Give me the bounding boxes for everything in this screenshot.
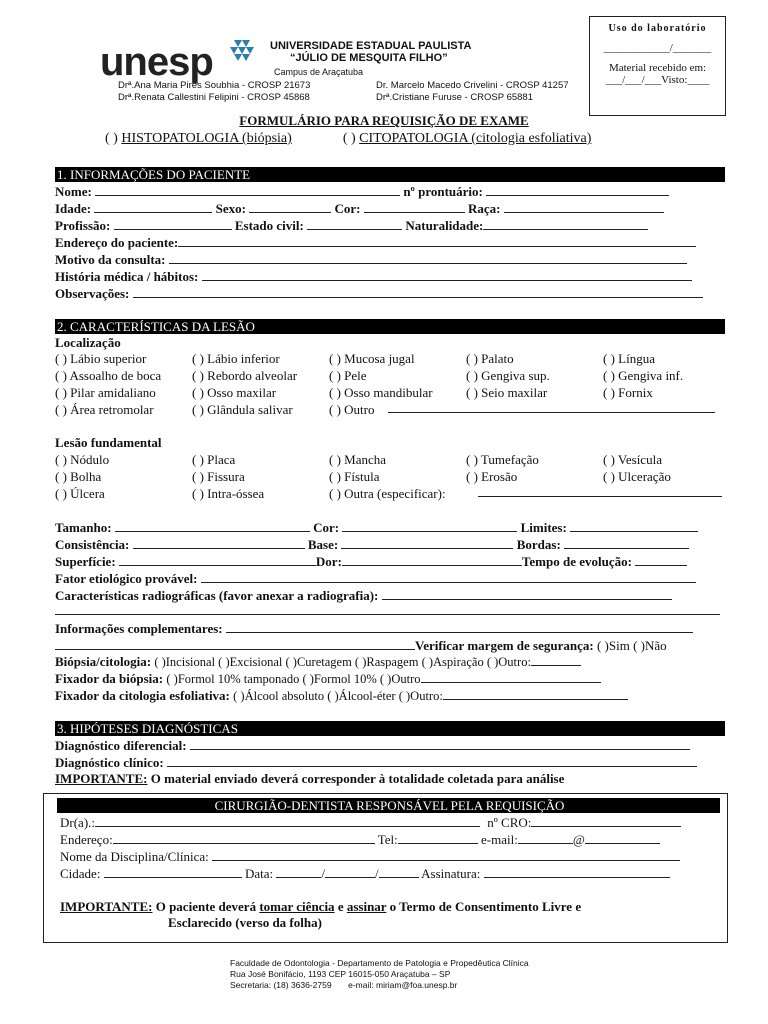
- naturalidade-field[interactable]: [483, 219, 648, 230]
- tel-field[interactable]: [398, 833, 478, 844]
- tempo-label: Tempo de evolução:: [521, 554, 632, 569]
- assinatura-field[interactable]: [484, 867, 670, 878]
- lesao-outra-field[interactable]: [478, 486, 722, 497]
- fixador-biopsia-label: Fixador da biópsia:: [55, 671, 164, 686]
- importante2-text: e: [337, 899, 344, 914]
- lesao-option[interactable]: ( ) Outra (especificar):: [329, 486, 446, 501]
- dentist-header: CIRURGIÃO-DENTISTA RESPONSÁVEL PELA REQUISIÇÃO: [57, 798, 720, 813]
- consistencia-label: Consistência:: [55, 537, 130, 552]
- row-margem: [55, 638, 667, 654]
- row-consistencia: [55, 537, 689, 553]
- importante2-text: O paciente deverá: [155, 899, 257, 914]
- lesao-option[interactable]: ( ) Fissura: [192, 469, 245, 484]
- university-subtitle: “JÚLIO DE MESQUITA FILHO”: [290, 52, 448, 64]
- footer-line2: Rua José Bonifácio, 1193 CEP 16015-050 Araçatuba – SP: [230, 969, 451, 979]
- row-fator: [55, 571, 696, 587]
- dor-label: Dor:: [315, 554, 342, 569]
- section2-header: 2. CARACTERÍSTICAS DA LESÃO: [55, 319, 725, 334]
- loc-option[interactable]: ( ) Gengiva inf.: [603, 368, 684, 383]
- naturalidade-label: Naturalidade:: [405, 218, 484, 233]
- histo-label: HISTOPATOLOGIA (biópsia): [121, 131, 292, 146]
- importante-label: IMPORTANTE:: [55, 771, 148, 786]
- email-label: e-mail:: [481, 832, 518, 847]
- row-biopsia: [55, 654, 581, 670]
- doctors-right: [376, 80, 569, 104]
- data-year-field[interactable]: [379, 867, 419, 878]
- cidade-field[interactable]: [104, 867, 242, 878]
- loc-option[interactable]: ( ) Pilar amidaliano: [55, 385, 156, 400]
- biopsia-options[interactable]: ( )Incisional ( )Excisional ( )Curetagem ( )Raspagem ( )Aspiração ( )Outro:: [154, 655, 531, 669]
- base-field[interactable]: [341, 538, 513, 549]
- fixador-citologia-label: Fixador da citologia esfoliativa:: [55, 688, 230, 703]
- motivo-field[interactable]: [169, 253, 687, 264]
- fixador-biopsia-options[interactable]: ( )Formol 10% tamponado ( )Formol 10% ( )Outro: [166, 672, 421, 686]
- dr-field[interactable]: [95, 816, 480, 827]
- doctor-line: Drª.Ana Maria Pires Soubhia - CROSP 21673: [118, 80, 311, 91]
- loc-option[interactable]: ( ) Área retromolar: [55, 402, 154, 417]
- endereco-label: Endereço do paciente:: [55, 235, 179, 250]
- superficie-field[interactable]: [119, 555, 316, 566]
- localizacao-label: Localização: [55, 335, 121, 350]
- row-idade: [55, 201, 664, 217]
- complementares-label: Informações complementares:: [55, 621, 223, 636]
- bordas-field[interactable]: [564, 538, 689, 549]
- data-label: Data:: [244, 866, 274, 881]
- biopsia-outro-field[interactable]: [531, 655, 581, 666]
- loc-option[interactable]: ( ) Mucosa jugal: [329, 351, 415, 366]
- lesao-option[interactable]: ( ) Placa: [192, 452, 236, 467]
- raca-field[interactable]: [504, 202, 664, 213]
- tamanho-label: Tamanho:: [55, 520, 112, 535]
- row-dr: [60, 815, 681, 831]
- cidade-label: Cidade:: [60, 866, 101, 881]
- cro-field[interactable]: [531, 816, 681, 827]
- profissao-label: Profissão:: [55, 218, 111, 233]
- row-disciplina: [60, 849, 680, 865]
- idade-label: Idade:: [55, 201, 92, 216]
- unesp-logo: unesp: [100, 40, 213, 84]
- endereco-dentist-field[interactable]: [113, 833, 375, 844]
- prontuario-field[interactable]: [486, 185, 669, 196]
- loc-option[interactable]: ( ) Pele: [329, 368, 367, 383]
- row-superficie: [55, 554, 687, 570]
- complementares-field-line2[interactable]: [55, 639, 415, 650]
- cor-lesao-label: Cor:: [313, 520, 340, 535]
- limites-field[interactable]: [570, 521, 698, 532]
- row-cidade: Cidade: Data: / / Assinatura:: [60, 866, 670, 882]
- row-profissao: [55, 218, 648, 234]
- raca-label: Raça:: [467, 201, 501, 216]
- importante2-line2: Esclarecido (verso da folha): [168, 915, 322, 930]
- form-title: [0, 113, 768, 129]
- fator-field[interactable]: [201, 572, 696, 583]
- cor-lesao-field[interactable]: [342, 521, 517, 532]
- loc-option[interactable]: ( ) Lábio superior: [55, 351, 147, 366]
- dor-field[interactable]: [342, 555, 522, 566]
- row-diferencial: [55, 738, 690, 754]
- row-tamanho: [55, 520, 698, 536]
- nome-field[interactable]: [95, 185, 400, 196]
- loc-option[interactable]: ( ) Palato: [466, 351, 514, 366]
- complementares-field[interactable]: [226, 622, 693, 633]
- loc-outro-field[interactable]: [388, 402, 715, 413]
- lesao-label: Lesão fundamental: [55, 435, 162, 450]
- cro-label: nº CRO:: [487, 815, 532, 830]
- dr-label: Dr(a).:: [60, 815, 96, 830]
- lesao-option[interactable]: ( ) Erosão: [466, 469, 518, 484]
- estado-civil-label: Estado civil:: [234, 218, 304, 233]
- loc-option[interactable]: ( ) Gengiva sup.: [466, 368, 550, 383]
- margem-options[interactable]: ( )Sim ( )Não: [596, 638, 667, 653]
- radio-label: Características radiográficas (favor anexar a radiografia):: [55, 588, 379, 603]
- cor-field[interactable]: [364, 202, 465, 213]
- cito-checkbox[interactable]: ( ): [342, 131, 356, 146]
- lesao-option[interactable]: ( ) Intra-óssea: [192, 486, 265, 501]
- section1-header: 1. INFORMAÇÕES DO PACIENTE: [55, 167, 725, 182]
- lesao-option[interactable]: ( ) Fístula: [329, 469, 380, 484]
- sexo-field[interactable]: [249, 202, 331, 213]
- university-title: UNIVERSIDADE ESTADUAL PAULISTA: [270, 40, 472, 52]
- doctor-line: Dr. Marcelo Macedo Crivelini - CROSP 41257: [376, 80, 569, 91]
- diferencial-label: Diagnóstico diferencial:: [55, 738, 187, 753]
- endereco-field[interactable]: [178, 236, 696, 247]
- row-observacoes: [55, 286, 703, 302]
- disciplina-field[interactable]: [212, 850, 680, 861]
- data-month-field[interactable]: [325, 867, 375, 878]
- historia-field[interactable]: [202, 270, 692, 281]
- campus-name: Campus de Araçatuba: [274, 67, 364, 77]
- motivo-label: Motivo da consulta:: [55, 252, 166, 267]
- row-importante2: [60, 899, 581, 915]
- loc-option[interactable]: ( ) Fornix: [603, 385, 653, 400]
- cito-label: CITOPATOLOGIA (citologia esfoliativa): [359, 131, 592, 146]
- loc-option[interactable]: ( ) Seio maxilar: [466, 385, 548, 400]
- lesao-option[interactable]: ( ) Vesícula: [603, 452, 662, 467]
- estado-civil-field[interactable]: [307, 219, 402, 230]
- lab-box-line1: ____________/_______: [603, 42, 712, 54]
- sexo-label: Sexo:: [215, 201, 246, 216]
- limites-label: Limites:: [520, 520, 567, 535]
- university-name: [270, 40, 471, 64]
- form-title-text: FORMULÁRIO PARA REQUISIÇÃO DE EXAME: [239, 113, 529, 128]
- observacoes-label: Observações:: [55, 286, 130, 301]
- at-sign: @: [572, 832, 585, 847]
- lesao-option[interactable]: ( ) Úlcera: [55, 486, 105, 501]
- lesao-option[interactable]: ( ) Tumefação: [466, 452, 539, 467]
- doctor-line: Drª.Renata Callestini Felipini - CROSP 45868: [118, 92, 310, 103]
- tempo-field[interactable]: [635, 555, 687, 566]
- doctor-line: Drª.Cristiane Furuse - CROSP 65881: [376, 92, 533, 103]
- exam-type-row: [105, 131, 591, 147]
- cor-label: Cor:: [334, 201, 361, 216]
- fixador-citologia-options[interactable]: ( )Álcool absoluto ( )Álcool-éter ( )Outro:: [233, 689, 443, 703]
- row-historia: [55, 269, 692, 285]
- consistencia-field[interactable]: [133, 538, 305, 549]
- importante2-text: o Termo de Consentimento Livre e: [389, 899, 582, 914]
- lesao-option[interactable]: ( ) Mancha: [329, 452, 387, 467]
- row-complementares: [55, 621, 693, 637]
- row-fixador-citologia: [55, 688, 628, 704]
- nome-label: Nome:: [55, 184, 92, 199]
- clinico-field[interactable]: [167, 756, 697, 767]
- idade-field[interactable]: [94, 202, 212, 213]
- profissao-field[interactable]: [114, 219, 232, 230]
- clinico-label: Diagnóstico clínico:: [55, 755, 164, 770]
- prontuario-label: nº prontuário:: [403, 184, 483, 199]
- importante2-text: assinar: [346, 899, 387, 914]
- row-clinico: [55, 755, 697, 771]
- data-day-field[interactable]: [276, 867, 321, 878]
- observacoes-field[interactable]: [133, 287, 703, 298]
- superficie-label: Superfície:: [55, 554, 116, 569]
- endereco-dentist-label: Endereço:: [60, 832, 113, 847]
- row-fixador-biopsia: [55, 671, 601, 687]
- lesao-option[interactable]: ( ) Ulceração: [603, 469, 671, 484]
- historia-label: História médica / hábitos:: [55, 269, 199, 284]
- tamanho-field[interactable]: [115, 521, 310, 532]
- lab-box-title: Uso do laboratório: [608, 23, 707, 34]
- tel-label: Tel:: [377, 832, 398, 847]
- fixador-citologia-outro-field[interactable]: [443, 689, 628, 700]
- lesao-option[interactable]: ( ) Bolha: [55, 469, 102, 484]
- biopsia-label: Biópsia/citologia:: [55, 654, 152, 669]
- loc-option[interactable]: ( ) Outro: [329, 402, 375, 417]
- disciplina-label: Nome da Disciplina/Clínica:: [60, 849, 209, 864]
- importante2-label: IMPORTANTE:: [60, 899, 153, 914]
- unesp-logo-icon: [222, 34, 262, 68]
- lesao-option[interactable]: ( ) Nódulo: [55, 452, 110, 467]
- loc-option[interactable]: ( ) Língua: [603, 351, 655, 366]
- row-motivo: [55, 252, 687, 268]
- row-radio: [55, 588, 672, 604]
- lab-use-box: [589, 16, 726, 116]
- lab-box-line2: Material recebido em:: [608, 62, 707, 74]
- bordas-label: Bordas:: [516, 537, 561, 552]
- lab-box-line3: ___/___/___Visto:____: [605, 74, 710, 86]
- importante-text: O material enviado deverá corresponder à totalidade coletada para análise: [150, 771, 565, 786]
- histo-checkbox[interactable]: ( ): [105, 131, 118, 146]
- loc-option[interactable]: ( ) Lábio inferior: [192, 351, 280, 366]
- radio-field-line2[interactable]: [55, 604, 720, 615]
- radio-field[interactable]: [382, 589, 672, 600]
- doctors-left: [118, 80, 310, 104]
- loc-option[interactable]: ( ) Osso mandibular: [329, 385, 433, 400]
- row-endereco: [55, 235, 696, 251]
- loc-option[interactable]: ( ) Glândula salivar: [192, 402, 293, 417]
- loc-option[interactable]: ( ) Osso maxilar: [192, 385, 277, 400]
- row-importante1: [55, 771, 564, 787]
- assinatura-label: Assinatura:: [421, 866, 481, 881]
- email-domain-field[interactable]: [585, 833, 660, 844]
- section3-header: 3. HIPÓTESES DIAGNÓSTICAS: [55, 721, 725, 736]
- diferencial-field[interactable]: [190, 739, 690, 750]
- fixador-biopsia-outro-field[interactable]: [421, 672, 601, 683]
- row-endereco-dentist: [60, 832, 660, 848]
- base-label: Base:: [307, 537, 339, 552]
- margem-label: Verificar margem de segurança:: [415, 638, 594, 653]
- footer-line3: Secretaria: (18) 3636-2759 e-mail: miriam@foa.unesp.br: [230, 980, 458, 990]
- footer-line1: Faculdade de Odontologia - Departamento de Patologia e Propedêutica Clínica: [230, 958, 529, 968]
- email-user-field[interactable]: [518, 833, 573, 844]
- loc-option[interactable]: ( ) Assoalho de boca: [55, 368, 162, 383]
- importante2-text: tomar ciência: [259, 899, 335, 914]
- row-nome: [55, 184, 669, 200]
- fator-label: Fator etiológico provável:: [55, 571, 198, 586]
- loc-option[interactable]: ( ) Rebordo alveolar: [192, 368, 298, 383]
